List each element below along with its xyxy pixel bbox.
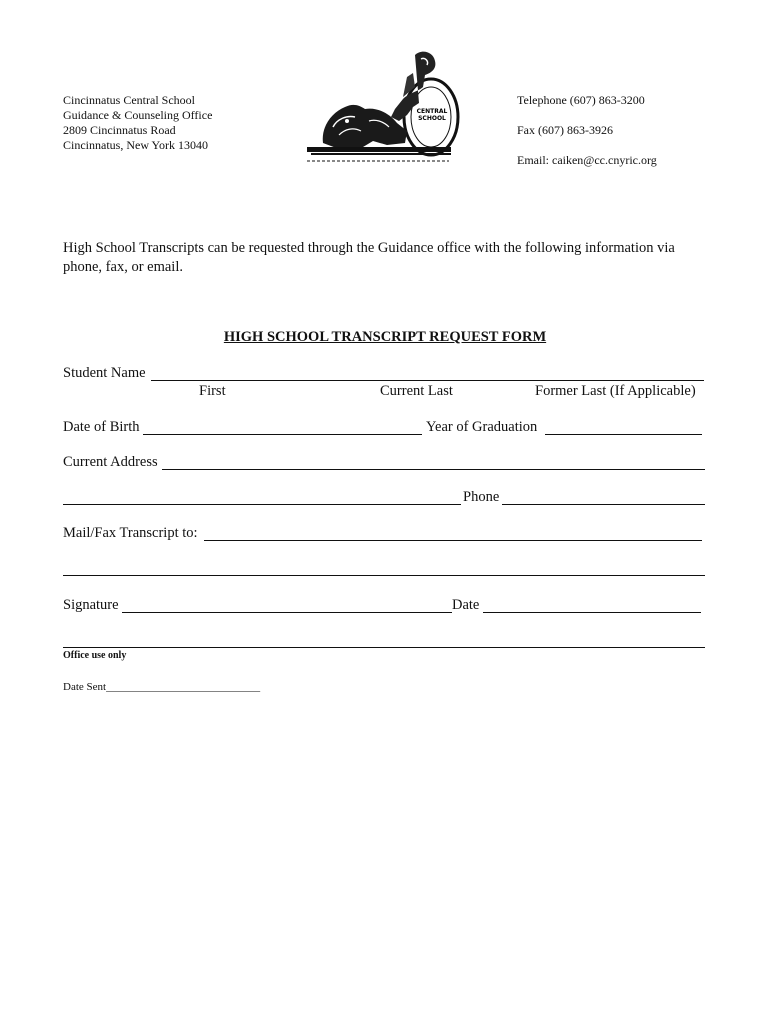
dob-field[interactable] (143, 434, 422, 435)
phone-label: Phone (463, 489, 500, 505)
grad-year-label: Year of Graduation (426, 419, 538, 435)
address-field-line-1[interactable] (162, 469, 705, 470)
address-line-1: Cincinnatus Central School (63, 93, 195, 107)
intro-paragraph (63, 239, 675, 277)
form-title: HIGH SCHOOL TRANSCRIPT REQUEST FORM (223, 329, 547, 345)
logo-text-school: SCHOOL (418, 115, 446, 122)
student-name-field[interactable] (151, 380, 704, 381)
date-sent-field[interactable]: ____________________________ (106, 681, 261, 693)
email: Email: caiken@cc.cnyric.org (517, 153, 657, 167)
address-label: Current Address (63, 454, 158, 470)
mail-fax-label: Mail/Fax Transcript to: (63, 525, 198, 541)
office-use-heading: Office use only (63, 650, 127, 661)
telephone: Telephone (607) 863-3200 (517, 93, 645, 107)
lion-seal-icon (303, 47, 463, 167)
current-last-caption: Current Last (380, 383, 453, 399)
date-field[interactable] (483, 612, 701, 613)
intro-line-2: phone, fax, or email. (63, 259, 183, 275)
signature-field[interactable] (122, 612, 452, 613)
mail-fax-field-line-2[interactable] (63, 575, 705, 576)
dob-label: Date of Birth (63, 419, 140, 435)
fax: Fax (607) 863-3926 (517, 123, 613, 137)
school-address (63, 93, 212, 153)
address-field-line-2[interactable] (63, 504, 461, 505)
address-line-3: 2809 Cincinnatus Road (63, 123, 176, 137)
grad-year-field[interactable] (545, 434, 702, 435)
date-label: Date (452, 597, 480, 613)
date-sent-label: Date Sent (63, 681, 107, 693)
former-last-caption: Former Last (If Applicable) (535, 383, 696, 399)
address-line-2: Guidance & Counseling Office (63, 108, 213, 122)
school-logo (303, 47, 463, 167)
phone-field[interactable] (502, 504, 705, 505)
address-line-4: Cincinnatus, New York 13040 (63, 138, 209, 152)
signature-label: Signature (63, 597, 119, 613)
mail-fax-field-line-1[interactable] (204, 540, 702, 541)
intro-line-1: High School Transcripts can be requested through the Guidance office with the following information via (63, 240, 675, 256)
date-sent-row (63, 681, 260, 693)
student-name-label: Student Name (63, 365, 146, 381)
office-divider (63, 647, 705, 648)
logo-text-central: CENTRAL (416, 108, 448, 115)
first-name-caption: First (199, 383, 226, 399)
